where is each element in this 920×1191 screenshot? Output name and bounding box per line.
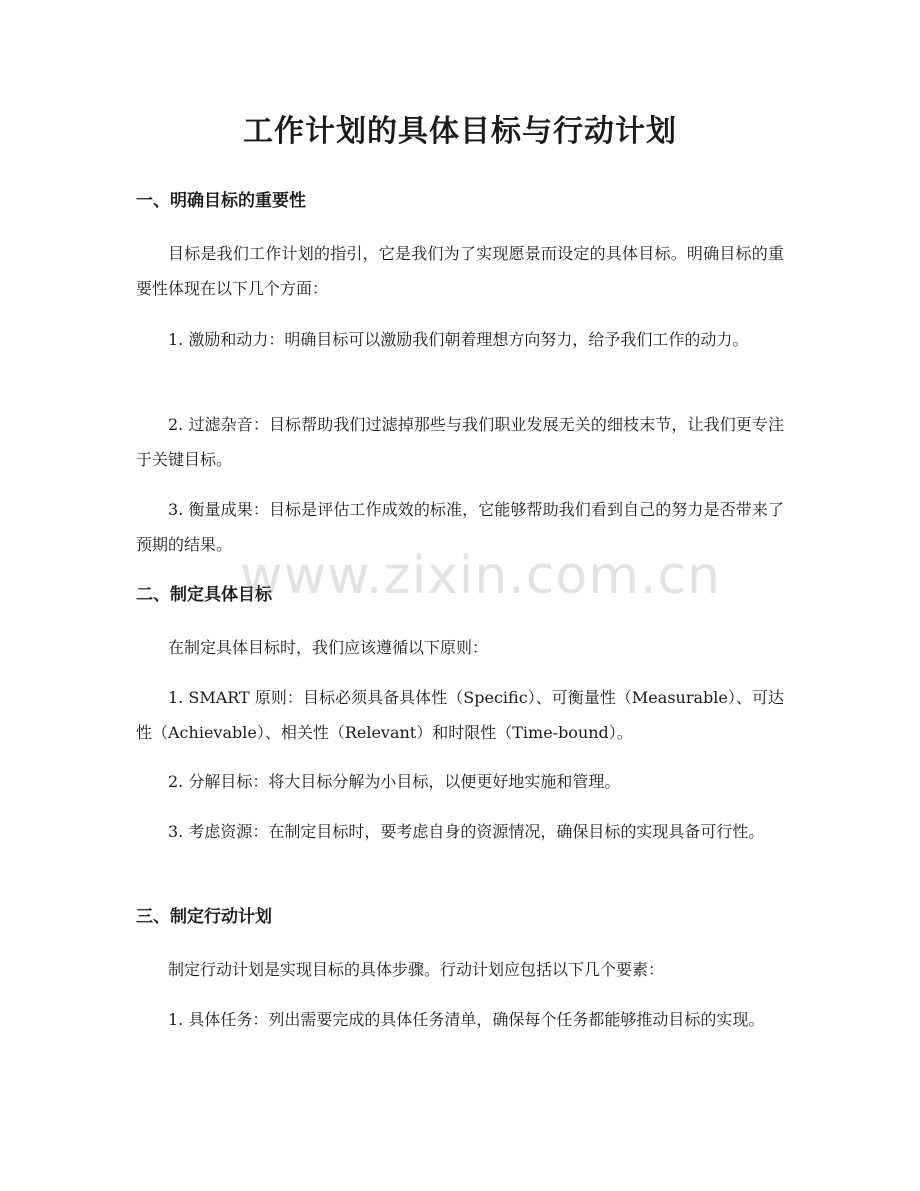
- list-item: 3. 考虑资源：在制定目标时，要考虑自身的资源情况，确保目标的实现具备可行性。: [168, 822, 765, 841]
- paragraph: 制定行动计划是实现目标的具体步骤。行动计划应包括以下几个要素：: [168, 960, 665, 979]
- paragraph: 在制定具体目标时，我们应该遵循以下原则：: [168, 638, 489, 657]
- document-title: 工作计划的具体目标与行动计划: [243, 114, 677, 149]
- list-item: 1. 具体任务：列出需要完成的具体任务清单，确保每个任务都能够推动目标的实现。: [168, 1010, 765, 1029]
- watermark: www.zixin.com.cn: [240, 546, 721, 606]
- list-item: 1. SMART 原则：目标必须具备具体性（Specific）、可衡量性（Measurable）、可达性（Achievable）、相关性（Relevant）和时限性（Time-bound）。: [136, 688, 784, 742]
- list-item: 2. 分解目标：将大目标分解为小目标，以便更好地实施和管理。: [168, 772, 621, 791]
- paragraph: 目标是我们工作计划的指引，它是我们为了实现愿景而设定的具体目标。明确目标的重要性体现在以下几个方面：: [136, 244, 784, 298]
- list-item: 1. 激励和动力：明确目标可以激励我们朝着理想方向努力，给予我们工作的动力。: [168, 330, 749, 349]
- section-heading-3: 三、制定行动计划: [136, 907, 272, 927]
- list-item: 2. 过滤杂音：目标帮助我们过滤掉那些与我们职业发展无关的细枝末节，让我们更专注于关键目标。: [136, 415, 784, 469]
- section-heading-2: 二、制定具体目标: [136, 585, 272, 605]
- list-item: 3. 衡量成果：目标是评估工作成效的标准，它能够帮助我们看到自己的努力是否带来了预期的结果。: [136, 500, 784, 554]
- section-heading-1: 一、明确目标的重要性: [136, 191, 306, 211]
